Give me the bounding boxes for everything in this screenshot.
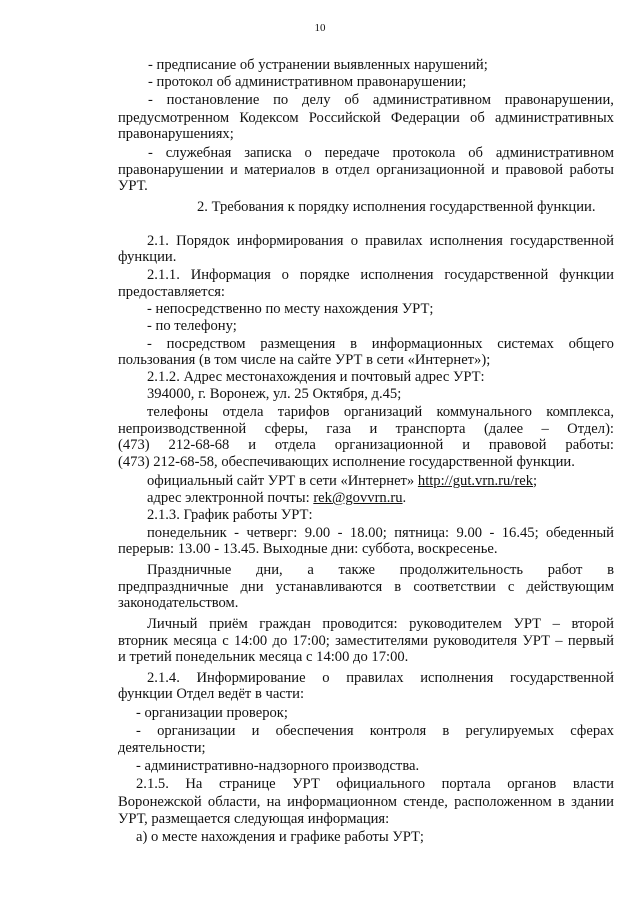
text-line: перерыв: 13.00 - 13.45. Выходные дни: суббота, воскресенье. bbox=[118, 541, 498, 557]
word: исполнения bbox=[429, 233, 503, 249]
text-line: функции. bbox=[118, 249, 177, 265]
word: государственной bbox=[509, 233, 614, 249]
word: материалов bbox=[244, 162, 316, 178]
text-line: - предписание об устранении выявленных нарушений; bbox=[148, 57, 488, 73]
word: и bbox=[462, 437, 471, 453]
word: правилах bbox=[346, 670, 404, 686]
word: предусмотренном bbox=[118, 110, 230, 126]
punctuation: . bbox=[402, 490, 407, 506]
word: организаций bbox=[343, 404, 423, 420]
word: с bbox=[507, 579, 515, 595]
page-number: 10 bbox=[314, 22, 326, 34]
text-line bbox=[147, 562, 614, 579]
word: о bbox=[281, 267, 289, 283]
word: непроизводственной bbox=[118, 421, 247, 437]
word: телефоны bbox=[147, 404, 209, 420]
word: - bbox=[489, 525, 495, 541]
word: правовой bbox=[488, 437, 547, 453]
word: отдел bbox=[335, 162, 370, 178]
word: обеспечения bbox=[275, 723, 354, 739]
word: по bbox=[273, 92, 289, 108]
word: 18.00; bbox=[349, 525, 387, 541]
word: заместителями bbox=[335, 633, 429, 649]
word: понедельник bbox=[147, 525, 227, 541]
text-line: 2.1.3. График работы УРТ: bbox=[147, 507, 313, 523]
word: а bbox=[307, 562, 314, 578]
word: Информирование bbox=[196, 670, 306, 686]
word: информационном bbox=[287, 794, 397, 810]
word: государственной bbox=[509, 670, 614, 686]
word: УРТ bbox=[522, 633, 550, 649]
word: информирования bbox=[236, 233, 344, 249]
word: (473) bbox=[118, 437, 150, 453]
text-line bbox=[147, 404, 614, 421]
text-line: функции Отдел ведёт в части: bbox=[118, 686, 305, 702]
word: - bbox=[148, 145, 153, 161]
word: работы: bbox=[565, 437, 614, 453]
word: правилах bbox=[365, 233, 423, 249]
word: органов bbox=[507, 776, 557, 792]
text-line bbox=[147, 336, 614, 353]
word: первый bbox=[567, 633, 614, 649]
word: и bbox=[491, 162, 499, 178]
word: Праздничные bbox=[147, 562, 232, 578]
word: правонарушении bbox=[118, 162, 224, 178]
word: в bbox=[607, 562, 614, 578]
word: служебная bbox=[165, 145, 232, 161]
word: исполнения bbox=[420, 670, 494, 686]
email-link[interactable]: rek@govvrn.ru bbox=[313, 490, 403, 506]
text-line: а) о месте нахождения и графике работы УРТ; bbox=[136, 829, 424, 845]
text-line bbox=[118, 579, 614, 596]
word: предпраздничные bbox=[118, 579, 229, 595]
word: сферах bbox=[570, 723, 614, 739]
word: граждан bbox=[259, 616, 311, 632]
word: - bbox=[234, 525, 240, 541]
word: работ bbox=[547, 562, 583, 578]
word: проводится: bbox=[322, 616, 398, 632]
word: организации bbox=[157, 723, 236, 739]
word: записка bbox=[244, 145, 292, 161]
text-line bbox=[118, 794, 614, 811]
word: обеденный bbox=[546, 525, 614, 541]
text-line: и третий понедельник месяца с 14:00 до 17:00. bbox=[118, 649, 409, 665]
word: общего bbox=[568, 336, 614, 352]
word: в bbox=[394, 579, 402, 595]
word: На bbox=[185, 776, 203, 792]
word: - bbox=[148, 92, 153, 108]
word: Порядок bbox=[176, 233, 230, 249]
word: об bbox=[468, 145, 483, 161]
text-line bbox=[148, 92, 614, 109]
word: постановление bbox=[166, 92, 260, 108]
word: делу bbox=[302, 92, 331, 108]
word: комплекса, bbox=[546, 404, 614, 420]
text-line bbox=[147, 473, 640, 490]
word: на bbox=[266, 794, 281, 810]
text-line bbox=[136, 723, 614, 740]
word: передаче bbox=[324, 145, 380, 161]
text-line bbox=[118, 162, 614, 179]
text-line: (473) 212-68-58, обеспечивающих исполнение государственной функции. bbox=[118, 454, 575, 470]
word: 2.1. bbox=[147, 233, 169, 249]
word: - bbox=[147, 336, 152, 352]
word: 14:00 bbox=[233, 633, 268, 649]
text-line bbox=[118, 110, 614, 127]
punctuation: ; bbox=[533, 473, 538, 489]
word: 17:00; bbox=[292, 633, 330, 649]
website-label: официальный сайт УРТ в сети «Интернет» bbox=[147, 473, 418, 489]
word: – bbox=[541, 421, 549, 437]
word: Федерации bbox=[390, 110, 460, 126]
text-line: деятельности; bbox=[118, 740, 206, 756]
word: также bbox=[338, 562, 375, 578]
word: странице bbox=[218, 776, 276, 792]
word: 9.00 bbox=[456, 525, 483, 541]
word: отдела bbox=[222, 404, 264, 420]
text-line bbox=[147, 670, 614, 687]
text-line bbox=[147, 267, 614, 284]
word: правонарушении, bbox=[504, 92, 614, 108]
word: (далее bbox=[483, 421, 524, 437]
word: стенде, bbox=[403, 794, 448, 810]
word: об bbox=[344, 92, 360, 108]
word: месяца bbox=[173, 633, 217, 649]
word: работы bbox=[569, 162, 614, 178]
text-line bbox=[147, 233, 614, 250]
word: регулируемых bbox=[465, 723, 555, 739]
text-line: - по телефону; bbox=[147, 318, 237, 334]
word: дни, bbox=[255, 562, 283, 578]
word: здании bbox=[571, 794, 614, 810]
word: приём bbox=[209, 616, 248, 632]
word: - bbox=[136, 723, 141, 739]
word: газа bbox=[326, 421, 352, 437]
word: и bbox=[251, 723, 260, 739]
text-line: - протокол об административном правонарушении; bbox=[148, 74, 467, 90]
word: руководителем bbox=[409, 616, 502, 632]
word: официального bbox=[336, 776, 426, 792]
text-line: - административно-надзорного производства. bbox=[136, 758, 420, 774]
word: – bbox=[555, 633, 563, 649]
word: в bbox=[558, 794, 565, 810]
word: посредством bbox=[166, 336, 246, 352]
word: административном bbox=[372, 92, 491, 108]
text-line: законодательством. bbox=[118, 595, 239, 611]
word: функции bbox=[559, 267, 614, 283]
word: устанавливаются bbox=[275, 579, 383, 595]
word: 2.1.1. bbox=[147, 267, 180, 283]
word: об bbox=[470, 110, 485, 126]
word: отдела bbox=[274, 437, 316, 453]
text-line: - организации проверок; bbox=[136, 705, 288, 721]
word: расположенном bbox=[454, 794, 552, 810]
text-line bbox=[118, 437, 614, 454]
text-line: 2.1.2. Адрес местонахождения и почтовый адрес УРТ: bbox=[147, 369, 485, 385]
word: контроля bbox=[369, 723, 427, 739]
word: 9.00 bbox=[304, 525, 331, 541]
word: 16.45; bbox=[501, 525, 539, 541]
word: организационной bbox=[376, 162, 485, 178]
word: с bbox=[222, 633, 229, 649]
word: продолжительность bbox=[399, 562, 524, 578]
word: - bbox=[337, 525, 343, 541]
text-line: УРТ. bbox=[118, 178, 148, 194]
word: Кодексом bbox=[239, 110, 299, 126]
text-line bbox=[147, 616, 614, 633]
word: размещения bbox=[260, 336, 336, 352]
text-line bbox=[118, 633, 614, 650]
text-line bbox=[148, 145, 614, 162]
word: 2.1.5. bbox=[136, 776, 169, 792]
word: в bbox=[442, 723, 450, 739]
text-line bbox=[147, 490, 640, 507]
word: сферы, bbox=[264, 421, 308, 437]
word: административных bbox=[494, 110, 614, 126]
word: о bbox=[304, 145, 312, 161]
section-heading: 2. Требования к порядку исполнения государственной функции. bbox=[197, 199, 596, 215]
word: государственной bbox=[444, 267, 549, 283]
word: УРТ bbox=[513, 616, 542, 632]
word: – bbox=[552, 616, 560, 632]
word: 2.1.4. bbox=[147, 670, 180, 686]
word: тарифов bbox=[277, 404, 330, 420]
word: и bbox=[248, 437, 257, 453]
word: о bbox=[350, 233, 358, 249]
word: информационных bbox=[371, 336, 483, 352]
word: в bbox=[350, 336, 358, 352]
text-line bbox=[136, 776, 614, 793]
word: действующим bbox=[526, 579, 614, 595]
word: дни bbox=[240, 579, 264, 595]
word: четверг: bbox=[246, 525, 298, 541]
text-line: правонарушениях; bbox=[118, 126, 234, 142]
word: порядке bbox=[299, 267, 350, 283]
word: правовой bbox=[505, 162, 564, 178]
word: Отдел): bbox=[567, 421, 614, 437]
word: власти bbox=[572, 776, 614, 792]
word: УРТ bbox=[292, 776, 320, 792]
word: о bbox=[322, 670, 330, 686]
text-line: - непосредственно по месту нахождения УРТ; bbox=[147, 301, 434, 317]
word: Российской bbox=[308, 110, 381, 126]
word: Личный bbox=[147, 616, 198, 632]
website-link[interactable]: http://gut.vrn.ru/rek bbox=[417, 473, 534, 489]
text-line: 394000, г. Воронеж, ул. 25 Октября, д.45; bbox=[147, 386, 402, 402]
text-line: предоставляется: bbox=[118, 284, 225, 300]
word: руководителя bbox=[433, 633, 518, 649]
word: вторник bbox=[118, 633, 169, 649]
word: портала bbox=[441, 776, 491, 792]
word: и bbox=[229, 162, 238, 178]
word: организационной bbox=[334, 437, 444, 453]
word: транспорта bbox=[395, 421, 466, 437]
word: в bbox=[321, 162, 329, 178]
word: административном bbox=[495, 145, 614, 161]
word: 212-68-68 bbox=[168, 437, 230, 453]
word: исполнения bbox=[360, 267, 434, 283]
word: протокола bbox=[392, 145, 456, 161]
text-line: пользования (в том числе на сайте УРТ в сети «Интернет»); bbox=[118, 352, 491, 368]
word: Информация bbox=[190, 267, 271, 283]
text-line bbox=[118, 421, 614, 438]
word: и bbox=[369, 421, 378, 437]
word: пятница: bbox=[394, 525, 450, 541]
word: области, bbox=[207, 794, 261, 810]
word: коммунального bbox=[436, 404, 532, 420]
word: системах bbox=[497, 336, 554, 352]
word: второй bbox=[571, 616, 614, 632]
word: соответствии bbox=[413, 579, 496, 595]
email-label: адрес электронной почты: bbox=[147, 490, 314, 506]
text-line: УРТ, размещается следующая информация: bbox=[118, 811, 390, 827]
word: Воронежской bbox=[118, 794, 202, 810]
word: до bbox=[272, 633, 288, 649]
text-line bbox=[147, 525, 614, 542]
